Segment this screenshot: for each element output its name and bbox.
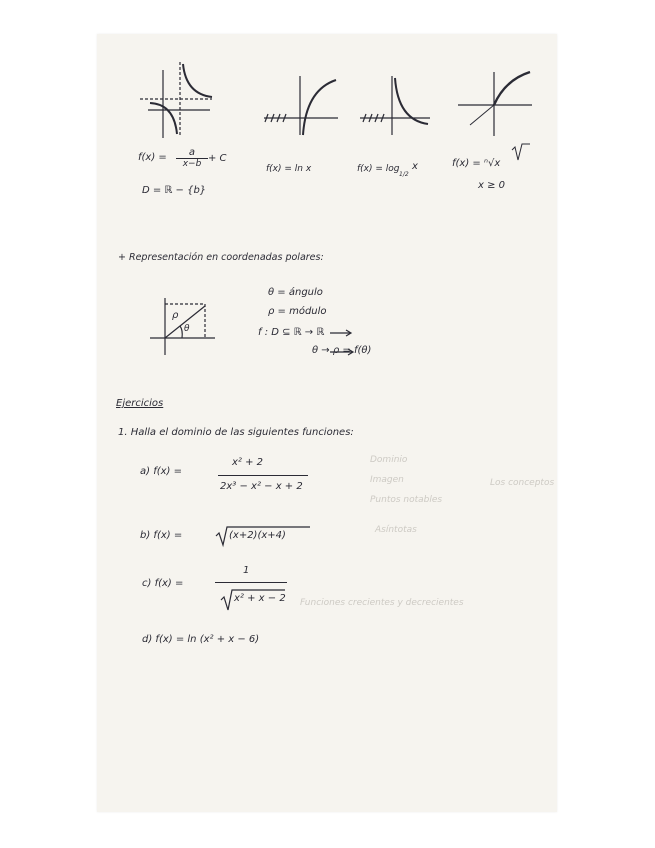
exercise-c-label: c) f(x) =	[142, 578, 184, 589]
exercise-a-label: a) f(x) =	[140, 466, 183, 477]
bleed-through-6: Funciones crecientes y decrecientes	[300, 598, 464, 608]
bleed-through-3: Puntos notables	[370, 495, 443, 505]
rational-domain: D = ℝ − {b}	[142, 185, 207, 196]
exercise-c-den: x² + x − 2	[234, 593, 286, 604]
polar-heading: + Representación en coordenadas polares:	[118, 252, 324, 263]
rational-fraction	[176, 147, 208, 169]
exercise-c-line	[215, 582, 287, 583]
exercise-c-num: 1	[243, 565, 250, 576]
rational-suffix: + C	[208, 153, 227, 164]
ln-label: f(x) = ln x	[266, 164, 312, 174]
polar-theta-fig: θ	[184, 324, 190, 334]
log-label: f(x) = log	[357, 164, 400, 174]
rational-den: x−b	[182, 159, 202, 169]
root-label: f(x) = ⁿ√x	[452, 158, 501, 169]
polar-map-line: f : D ⊆ ℝ → ℝ	[258, 327, 325, 338]
exercise-1-prompt: 1. Halla el dominio de las siguientes funciones:	[118, 427, 354, 438]
bleed-through-2: Imagen	[370, 475, 404, 485]
exercise-d-label: d) f(x) = ln (x² + x − 6)	[142, 634, 260, 645]
rational-prefix: f(x) =	[138, 152, 167, 163]
polar-theta-line: θ = ángulo	[268, 287, 323, 298]
log-base: 1/2	[399, 171, 409, 178]
polar-map-line2: θ → ρ = f(θ)	[312, 345, 372, 356]
polar-rho-line: ρ = módulo	[268, 306, 327, 317]
exercise-a-num: x² + 2	[232, 457, 264, 468]
exercise-a-line	[218, 475, 308, 476]
rational-num: a	[188, 147, 196, 158]
log-arg: x	[412, 161, 418, 172]
exercise-a-den: 2x³ − x² − x + 2	[220, 481, 303, 492]
bleed-through-4: Asíntotas	[375, 525, 417, 535]
polar-rho-fig: ρ	[172, 310, 179, 321]
root-condition: x ≥ 0	[478, 180, 506, 191]
bleed-through-5: Los conceptos	[490, 478, 555, 488]
bleed-through-1: Dominio	[370, 455, 408, 465]
exercise-b-label: b) f(x) =	[140, 530, 183, 541]
exercise-b-expr: (x+2)(x+4)	[229, 530, 286, 541]
exercises-heading: Ejercicios	[116, 398, 164, 409]
